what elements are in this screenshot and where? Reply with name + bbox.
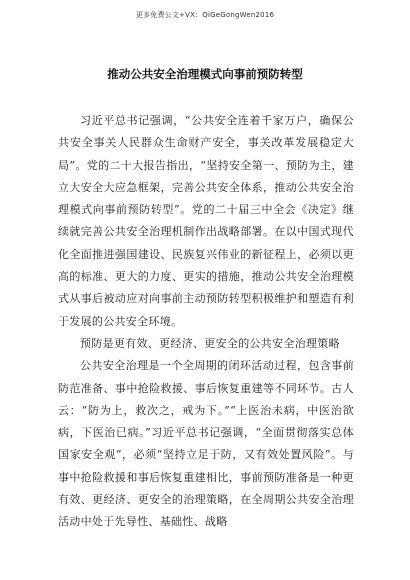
section-heading: 预防是更有效、更经济、更安全的公共安全治理策略 <box>80 336 340 350</box>
paragraph-section-1: 公共安全治理是一个全周期的闭环活动过程，包含事前防范准备、事中抢险救援、事后恢复重建等不同环节。古人云：“防为上，救次之，戒为下。”“上医治未病，中医治欲病，下医治已病。”习近平总书记强调，“全面贯彻落实总体国家安全观”，必须“坚持立足于防，又有效处置风险”。与事中抢险救援和事后恢复重建相比，事前预防准备是一种更有效、更经济、更安全的治理策略，在全周期公共安全治理活动中处于先导性、基础性、战略 <box>58 359 354 529</box>
header-note: 更多免费公文+VX：QiGeGongWen2016 <box>135 11 275 19</box>
paragraph-intro: 习近平总书记强调，“公共安全连着千家万户，确保公共安全事关人民群众生命财产安全，事关改革发展稳定大局”。党的二十大报告指出，“坚持安全第一、预防为主，建立大安全大应急框架，完善公共安全体系，推动公共安全治理模式向事前预防转型”。党的二十届三中全会《决定》继续就完善公共安全治理机制作出战略部署。在以中国式现代化全面推进强国建设、民族复兴伟业的新征程上，必须以更高的标准、更大的力度、更实的措施，推动公共安全治理模式从事后被动应对向事前主动预防转型积极维护和塑造有利于发展的公共安全环境。 <box>58 114 354 328</box>
document-title: 推动公共安全治理模式向事前预防转型 <box>107 67 303 81</box>
document-body <box>58 110 354 534</box>
